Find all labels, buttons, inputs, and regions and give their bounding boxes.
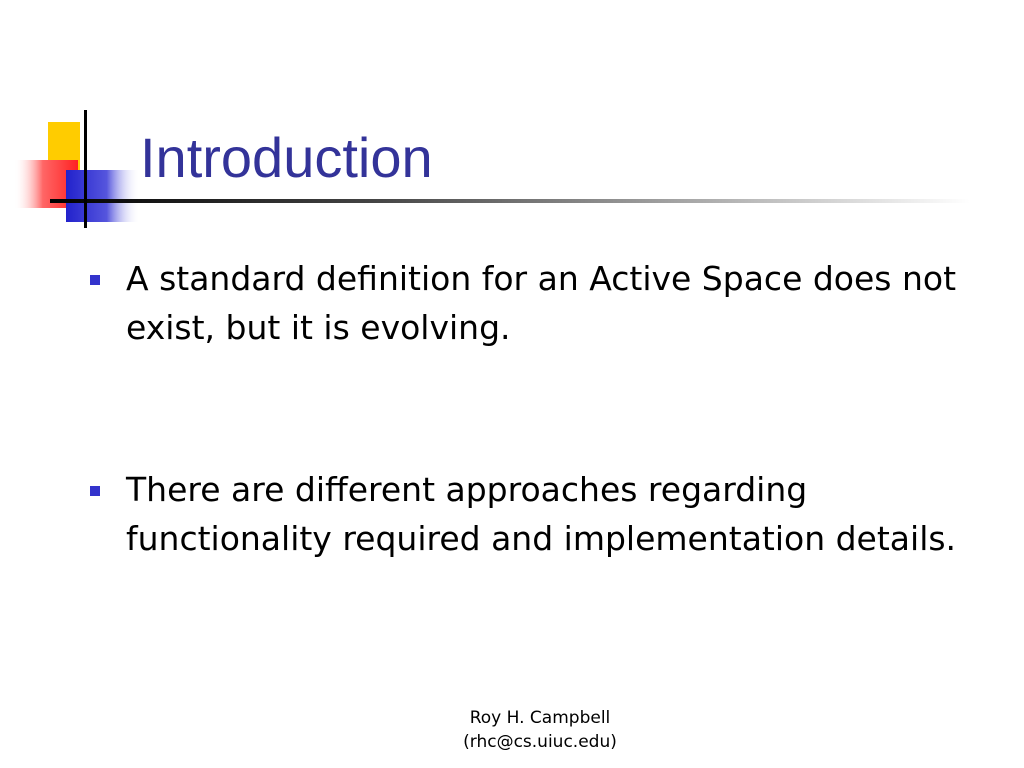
square-bullet-icon: [90, 275, 100, 285]
bullet-list: [88, 254, 968, 563]
square-bullet-icon: [90, 486, 100, 496]
footer-email: (rhc@cs.uiuc.edu): [463, 732, 617, 752]
slide-footer: [440, 706, 640, 754]
bullet-item: [88, 465, 968, 563]
title-underline: [50, 199, 970, 203]
bullet-text: There are different approaches regarding functionality required and implementation details.: [126, 470, 957, 558]
bullet-text: A standard definition for an Active Space does not exist, but it is evolving.: [126, 259, 957, 347]
blue-bar: [66, 170, 140, 222]
bullet-item: [88, 254, 968, 352]
title-decoration: [0, 0, 1024, 240]
footer-author: Roy H. Campbell: [469, 708, 611, 728]
slide-title: Introduction: [140, 126, 433, 189]
vertical-line: [84, 110, 87, 228]
